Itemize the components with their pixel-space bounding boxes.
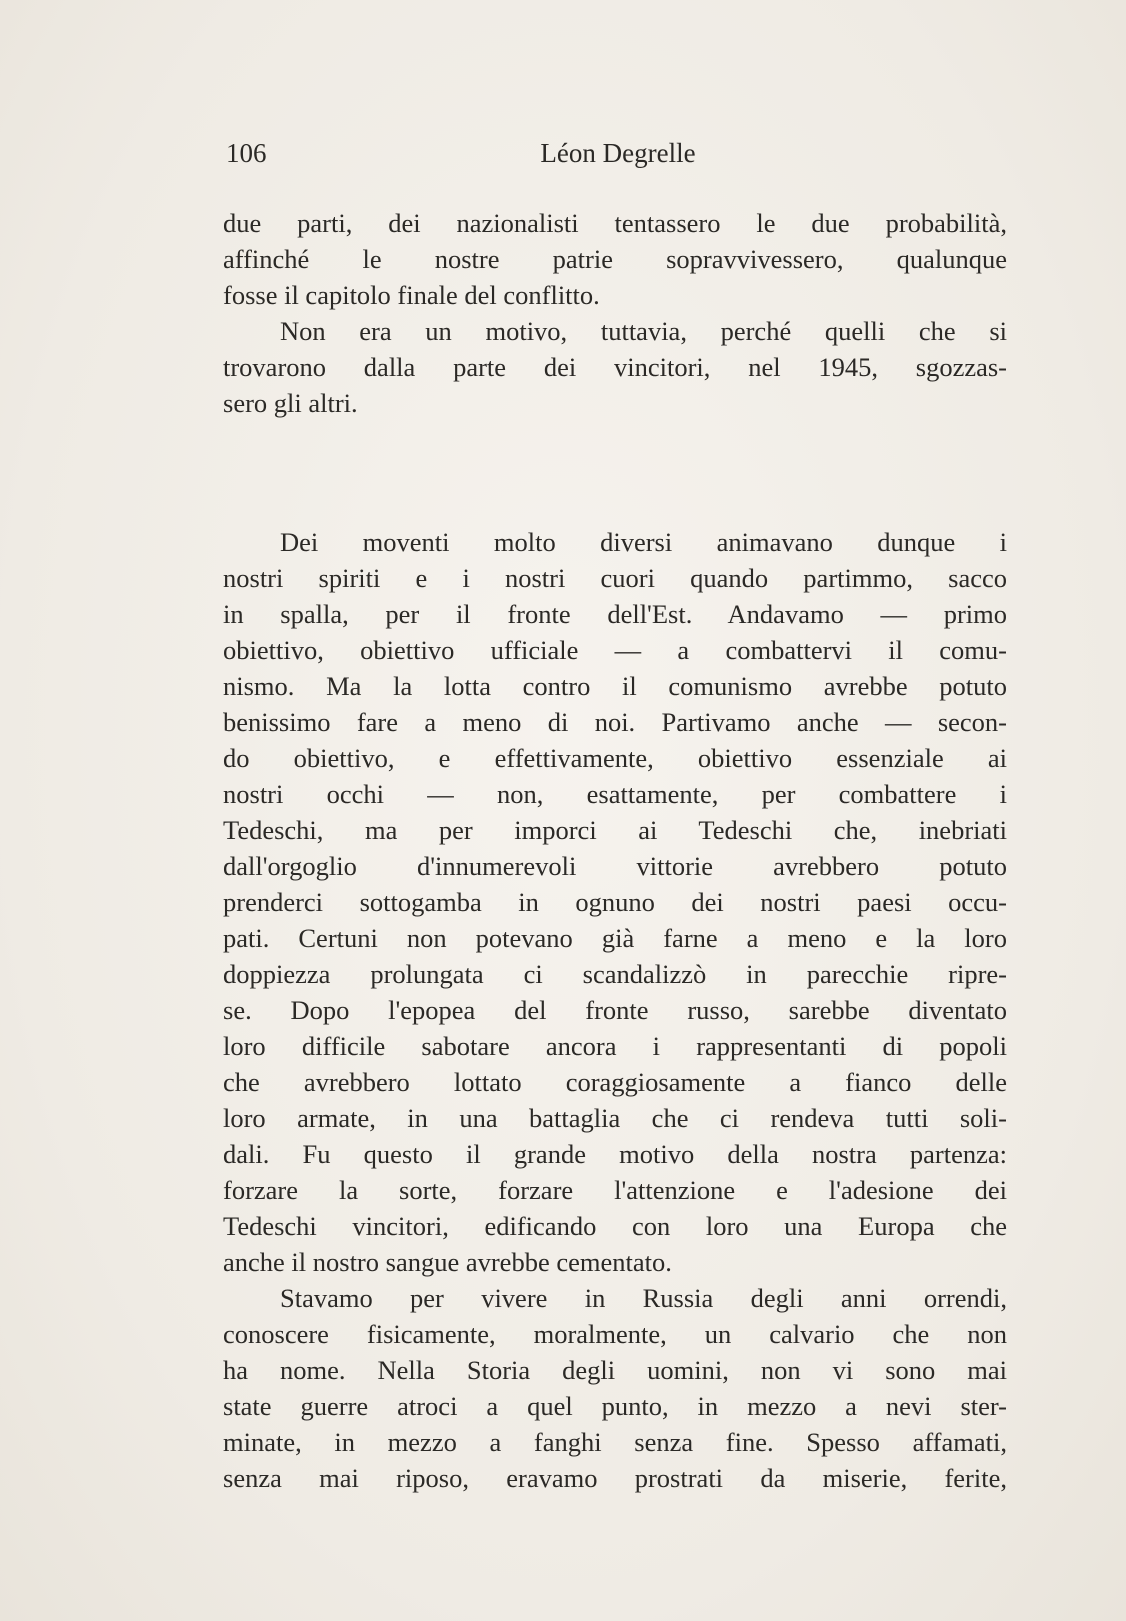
text-line: fosse il capitolo finale del conflitto. bbox=[223, 280, 600, 310]
text-line: obiettivo, obiettivo ufficiale — a combattervi il comu- bbox=[223, 635, 1007, 665]
paragraph bbox=[223, 524, 1007, 1280]
text-line: pati. Certuni non potevano già farne a meno e la loro bbox=[223, 923, 1007, 953]
section-break bbox=[223, 421, 1007, 524]
text-line: dall'orgoglio d'innumerevoli vittorie avrebbero potuto bbox=[223, 851, 1007, 881]
text-line: Tedeschi vincitori, edificando con loro una Europa che bbox=[223, 1211, 1007, 1241]
text-line: loro difficile sabotare ancora i rappresentanti di popoli bbox=[223, 1031, 1007, 1061]
text-line: Tedeschi, ma per imporci ai Tedeschi che, inebriati bbox=[223, 815, 1007, 845]
text-line: anche il nostro sangue avrebbe cementato. bbox=[223, 1247, 672, 1277]
text-line: doppiezza prolungata ci scandalizzò in parecchie ripre- bbox=[223, 959, 1007, 989]
page-number: 106 bbox=[226, 138, 267, 168]
text-line: in spalla, per il fronte dell'Est. Andavamo — primo bbox=[223, 599, 1007, 629]
paragraph bbox=[223, 313, 1007, 421]
text-line: loro armate, in una battaglia che ci rendeva tutti soli- bbox=[223, 1103, 1007, 1133]
text-line: benissimo fare a meno di noi. Partivamo anche — secon- bbox=[223, 707, 1007, 737]
paragraph bbox=[223, 205, 1007, 313]
text-line: conoscere fisicamente, moralmente, un calvario che non bbox=[223, 1319, 1007, 1349]
text-line: ha nome. Nella Storia degli uomini, non vi sono mai bbox=[223, 1355, 1007, 1385]
text-line: senza mai riposo, eravamo prostrati da miserie, ferite, bbox=[223, 1463, 1007, 1493]
text-line: che avrebbero lottato coraggiosamente a fianco delle bbox=[223, 1067, 1007, 1097]
text-line: affinché le nostre patrie sopravvivessero, qualunque bbox=[223, 244, 1007, 274]
body-text bbox=[223, 205, 1007, 1496]
text-line: sero gli altri. bbox=[223, 388, 358, 418]
text-line: state guerre atroci a quel punto, in mezzo a nevi ster- bbox=[223, 1391, 1007, 1421]
text-line: due parti, dei nazionalisti tentassero le due probabilità, bbox=[223, 208, 1007, 238]
text-line: forzare la sorte, forzare l'attenzione e l'adesione dei bbox=[223, 1175, 1007, 1205]
text-line: prenderci sottogamba in ognuno dei nostri paesi occu- bbox=[223, 887, 1007, 917]
text-line: trovarono dalla parte dei vincitori, nel 1945, sgozzas- bbox=[223, 352, 1007, 382]
text-line: se. Dopo l'epopea del fronte russo, sarebbe diventato bbox=[223, 995, 1007, 1025]
text-line: Dei moventi molto diversi animavano dunque i bbox=[280, 527, 1007, 557]
text-line: do obiettivo, e effettivamente, obiettivo essenziale ai bbox=[223, 743, 1007, 773]
text-line: minate, in mezzo a fanghi senza fine. Spesso affamati, bbox=[223, 1427, 1007, 1457]
text-line: Non era un motivo, tuttavia, perché quelli che si bbox=[280, 316, 1007, 346]
page-header bbox=[226, 138, 1010, 178]
running-title: Léon Degrelle bbox=[540, 138, 696, 168]
text-line: Stavamo per vivere in Russia degli anni orrendi, bbox=[280, 1283, 1007, 1313]
text-line: nostri occhi — non, esattamente, per combattere i bbox=[223, 779, 1007, 809]
paragraph bbox=[223, 1280, 1007, 1496]
text-line: nostri spiriti e i nostri cuori quando partimmo, sacco bbox=[223, 563, 1007, 593]
text-line: nismo. Ma la lotta contro il comunismo avrebbe potuto bbox=[223, 671, 1007, 701]
text-line: dali. Fu questo il grande motivo della nostra partenza: bbox=[223, 1139, 1007, 1169]
